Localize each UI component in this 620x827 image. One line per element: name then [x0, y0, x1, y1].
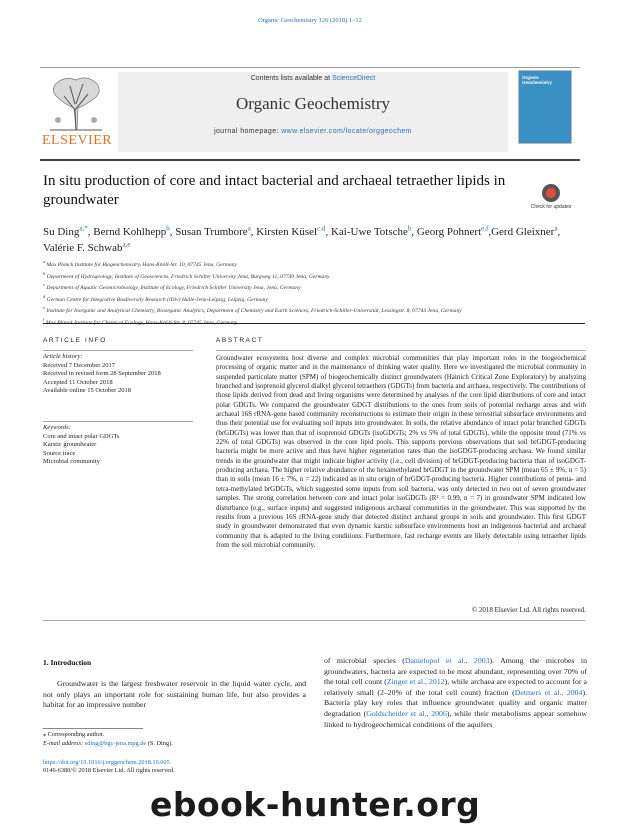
history-heading: Article history:: [43, 353, 83, 360]
author-separator: ,: [411, 226, 417, 238]
author-name[interactable]: Kirsten Küsel: [256, 226, 318, 238]
paragraph-text: ), while archaea are expected to account for a relatively small (2–20% of the total cell count) fraction (: [324, 677, 587, 697]
affiliation-letter: d: [43, 293, 46, 299]
affiliation-text: Institute for Inorganic and Analytical Chemistry, Bioorganic Analytics, Department of Chemistry and Earth Sciences, Friedrich-Schiller-Universität, Lessingstr. 8, 07743 Jena, Germany: [45, 308, 462, 315]
journal-cover-thumbnail[interactable]: [518, 70, 572, 144]
author-separator: ,: [488, 226, 492, 238]
contents-prefix: Contents lists available at: [250, 75, 333, 82]
footnote-label: Corresponding author.: [47, 731, 105, 738]
journal-homepage: [118, 128, 508, 135]
journal-title: Organic Geochemistry: [235, 94, 391, 113]
author-affiliation-marker[interactable]: e,f: [481, 224, 489, 233]
paragraph-text: of microbial species (: [324, 656, 405, 665]
contents-line: [118, 75, 508, 82]
author-affiliation-marker[interactable]: a,e: [122, 240, 131, 249]
affiliation-text: Department of Aquatic Geomicrobiology, Institute of Ecology, Friedrich Schiller University Jena, Jena, Germany: [45, 284, 301, 291]
author-separator: ,: [87, 226, 94, 238]
affiliation-text: Department of Hydrogeology, Institute of Geosciences, Friedrich Schiller University Jena, Burgweg 11, 07749 Jena, Germany: [45, 273, 330, 280]
history-item: Received 7 December 2017: [43, 361, 116, 369]
publisher-logo-tree-icon: [46, 74, 106, 132]
keyword-list: [43, 424, 195, 467]
history-item: Available online 15 October 2018: [43, 387, 131, 394]
author-separator: ,: [557, 226, 561, 238]
homepage-link[interactable]: www.elsevier.com/locate/orggeochem: [281, 128, 412, 135]
keywords-heading: Keywords:: [43, 424, 71, 431]
author-name[interactable]: Georg Pohnert: [416, 226, 482, 238]
article-title: In situ production of core and intact bacterial and archaeal tetraether lipids in groundwater: [43, 173, 506, 208]
author-affiliation-marker[interactable]: a: [247, 224, 251, 233]
masthead-banner: [118, 72, 508, 152]
author-name[interactable]: Gerd Gleixner: [491, 226, 555, 238]
author-name[interactable]: Bernd Kohlhepp: [93, 226, 167, 238]
affiliation-letter: b: [43, 270, 46, 276]
affiliation-item: [43, 293, 588, 305]
affiliation-text: German Centre for Integrative Biodiversity Research (iDiv) Halle-Jena-Leipzig, Leipzig, Germany: [45, 296, 268, 303]
abstract-text: Groundwater ecosystems host diverse and complex microbial communities that play important roles in the biogeochemical processing of organic matter and in the maintenance of drinking water quality. Here we investigated the microbial community in suspended particulate matter (SPM) of biogeochemically distinct groundwaters (Hainich Critical Zone Exploratory) by analyzing branched and isoprenoid glycerol dialkyl glycerol tetraethers (GDGTs) from bacteria and archaea, respectively. The contributions of those lipids derived from dead and living organisms were determined by analyses of the core lipid distributions of core and intact polar GDGTs. We compared the groundwater GDGT distributions to the ones from soils of potential recharge areas and with archaeal 16S rRNA-gene based community reconstructions to estimate their origin in these terrestrial subsurface environments and thus their potential use for evaluating soil inputs into groundwater. In soils, the relative abundance of intact polar branched GDGTs (brGDGTs) was lower than that of isoprenoid GDGTs (isoGDGTs; 2% vs 5% of total GDGTs), while the opposite trend (71% vs 22% of total GDGTs) was observed in the core lipid pools. This supports previous observations that soil brGDGT-producing bacteria might be more active and thus have higher regeneration rates than the isoGDGT-producing archaea. We found similar trends in the groundwater that might indicate higher activity (i.e., cell division) of brGDGT-producing bacteria than of isoGDGT-producing archaea. The higher relative abundance of the hexamethylated brGDGT in the groundwater SPM (mean 65 ± 9%, n = 5) than in soils (mean 16 ± 7%, n = 22) indicated an in situ origin of brGDGT-producing bacteria. Higher contributions of penta- and tetra-methylated brGDGTs, which suggested some inputs from soil bacteria, was only detected in two out of seven groundwater samples. The strong correlation between core and intact polar isoGDGTs (R² = 0.99, n = 7) in groundwater SPM indicated low disturbance (e.g., surface inputs) and suggested indigenous archaeal communities in the groundwater. This was supported by the results from a previous 16S rRNA-gene study that detected distinct archaeal groups in soils and groundwater. This first GDGT study in groundwater demonstrated that even dynamic karstic subsurface environments host an indigenous bacterial and archaeal community that is adapted to the living conditions. Furthermore, fast recharge events are likely detectable using tetraether lipids from the soil microbial community.: [216, 354, 586, 549]
affiliation-letter: a: [43, 259, 45, 264]
publisher-name: ELSEVIER: [42, 133, 113, 148]
corresponding-author-footnote: [43, 731, 313, 748]
footnote-symbol: ⁎: [43, 731, 47, 738]
affiliation-item: [43, 304, 588, 316]
author-affiliation-marker[interactable]: b: [407, 224, 412, 233]
journal-reference[interactable]: Organic Geochemistry 126 (2018) 1–12: [258, 17, 362, 24]
intro-paragraph-right: [324, 656, 587, 730]
doi-block: [43, 759, 313, 775]
affiliation-text: Max Planck Institute for Biogeochemistry, Hans-Knöll-Str. 10, 07745 Jena, Germany: [45, 261, 238, 268]
footnote-rule: [43, 728, 143, 729]
keyword-item: Core and intact polar GDGTs: [43, 432, 120, 440]
article-history: [43, 353, 195, 396]
journal-masthead: [40, 44, 585, 152]
homepage-label: journal homepage:: [214, 128, 282, 135]
author-separator: ,: [325, 226, 331, 238]
affiliation-item: [43, 258, 588, 270]
article-info-rule: [43, 350, 193, 351]
check-for-updates-badge[interactable]: [528, 184, 574, 220]
author-affiliation-marker[interactable]: b: [166, 224, 170, 233]
abstract-bottom-rule: [43, 620, 585, 621]
abstract-heading: ABSTRACT: [216, 337, 264, 344]
affiliation-letter: f: [43, 316, 45, 322]
watermark-text: ebook-hunter.org: [150, 785, 481, 824]
crossmark-label: Check for updates: [530, 204, 572, 210]
doi-link[interactable]: https://doi.org/10.1016/j.orggeochem.2018.10.005: [43, 759, 170, 766]
cover-title: Organic Geochemistry: [522, 75, 553, 85]
abstract-copyright: © 2018 Elsevier Ltd. All rights reserved.: [471, 606, 586, 614]
affiliation-letter: c: [43, 282, 45, 288]
masthead-bottom-rule: [40, 159, 580, 161]
affiliation-item: [43, 270, 588, 282]
author-email-link[interactable]: sding@bgc-jena.mpg.de: [84, 739, 147, 747]
citation-link[interactable]: Goldscheider et al., 2006: [366, 708, 447, 718]
author-affiliation-marker[interactable]: c,d: [317, 224, 326, 233]
sciencedirect-link[interactable]: ScienceDirect: [332, 75, 376, 82]
affiliation-item: [43, 281, 588, 293]
author-affiliation-marker[interactable]: a: [554, 224, 558, 233]
author-list: [43, 224, 583, 256]
affiliation-item: [43, 316, 588, 328]
keyword-item: Karstic groundwater: [43, 441, 97, 448]
issn-line: 0146-6380/© 2018 Elsevier Ltd. All rights reserved.: [43, 767, 175, 775]
citation-link[interactable]: Danielopol et al., 2003: [404, 656, 490, 665]
citation-link[interactable]: Detmers et al., 2004: [514, 687, 583, 697]
email-label: E-mail address:: [43, 739, 84, 747]
crossmark-inner-icon: [546, 188, 556, 198]
keywords-rule: [43, 421, 193, 422]
author-name[interactable]: Su Ding: [43, 226, 80, 238]
author-affiliation-marker[interactable]: a,*: [79, 224, 88, 233]
paragraph-text: ), while their metabolisms appear somehow linked to hydrogeochemical conditions of the aquifers: [324, 708, 587, 729]
email-suffix: (S. Ding).: [146, 739, 173, 747]
author-name[interactable]: Susan Trumbore: [175, 226, 248, 238]
author-name[interactable]: Kai-Uwe Totsche: [330, 226, 408, 238]
history-item: Accepted 11 October 2018: [43, 378, 113, 386]
intro-paragraph-left: Groundwater is the largest freshwater reservoir in the liquid water cycle, and not only plays an important role for sustaining human life, but also provides a habitat for an impressive number: [43, 679, 306, 710]
affiliation-list: [43, 258, 588, 327]
paragraph-text: ). Among the microbes in groundwaters, bacteria are expected to be most abundant, representing over 70% of the total cell count (: [324, 656, 587, 687]
author-name[interactable]: Valérie F. Schwab: [43, 242, 123, 254]
history-item: Received in revised form 28 September 2018: [43, 370, 161, 377]
paragraph-text: ). Bacteria play key roles that influence groundwater quality and organic matter degradation (: [324, 687, 588, 718]
keyword-item: Source trace: [43, 449, 76, 457]
article-info-heading: ARTICLE INFO: [43, 337, 107, 344]
affiliation-rule: [43, 323, 585, 324]
section-heading-introduction: 1. Introduction: [43, 658, 92, 667]
author-separator: ,: [169, 226, 176, 238]
abstract-rule: [216, 350, 586, 351]
keyword-item: Microbial community: [43, 458, 100, 465]
affiliation-letter: e: [43, 305, 45, 311]
citation-link[interactable]: Zinger et al., 2012: [386, 677, 445, 687]
author-separator: ,: [250, 226, 257, 238]
